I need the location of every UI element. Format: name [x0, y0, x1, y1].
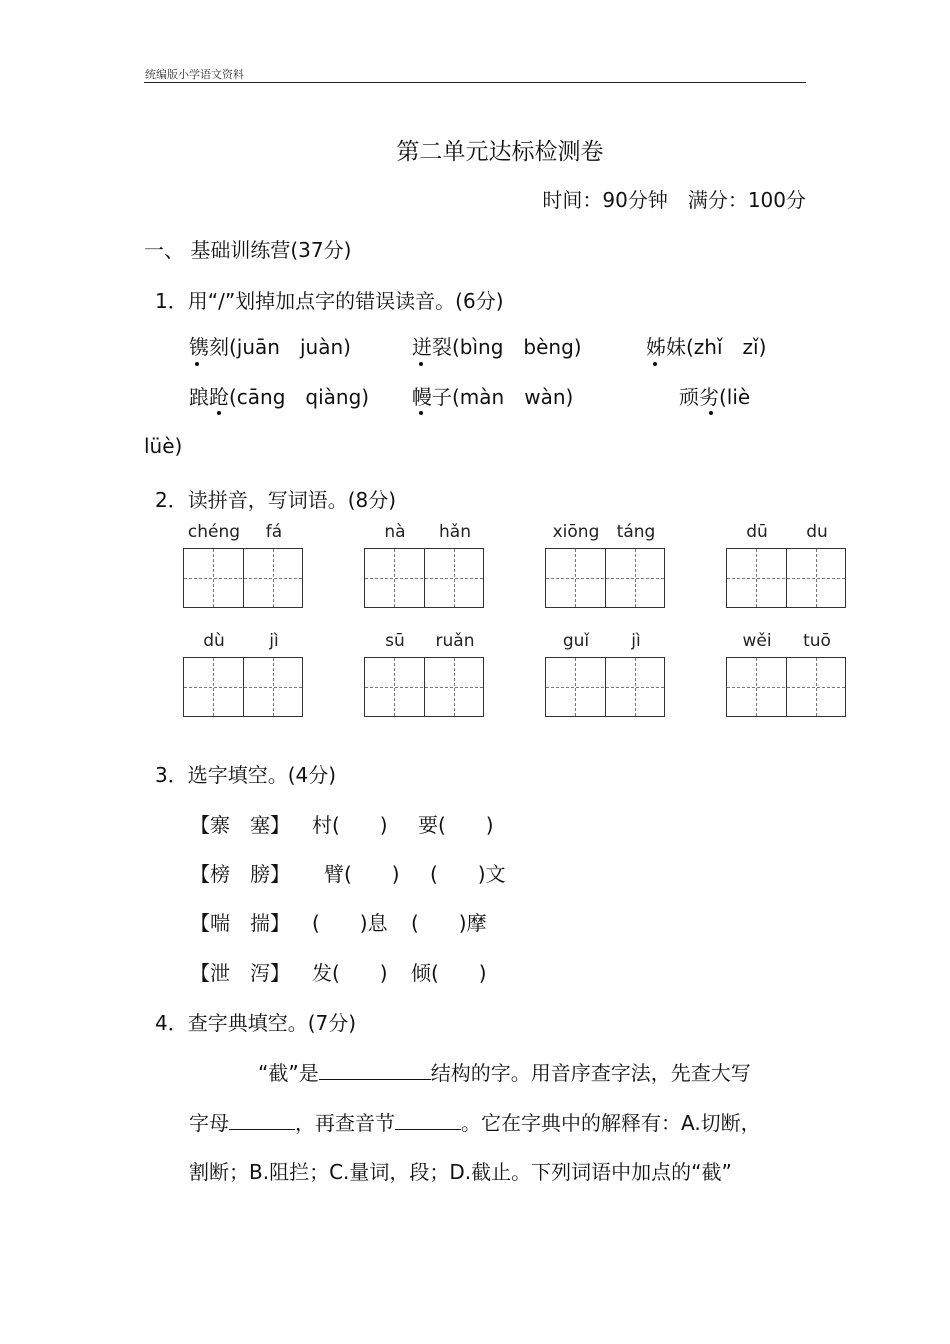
q4-line-2-part-c: 。它在字典中的解释有：A.切断，: [461, 1111, 761, 1135]
pinyin-label: jì: [269, 631, 279, 651]
fill-blank[interactable]: [319, 1061, 431, 1080]
fill-blank[interactable]: [229, 1111, 295, 1130]
writing-grid[interactable]: [545, 657, 665, 717]
pinyin-label: jì: [631, 631, 641, 651]
q1-item-6-cont: lüè): [144, 434, 183, 458]
writing-grid[interactable]: [364, 657, 484, 717]
q3-row-1-blank-b[interactable]: 要( ): [418, 813, 494, 837]
q3-row-3-blank-a[interactable]: ( )息: [312, 911, 388, 935]
pinyin-label: wěi: [742, 631, 772, 651]
pinyin-label: tuō: [803, 631, 831, 651]
pinyin-label: dù: [203, 631, 225, 651]
pinyin-label: sū: [385, 631, 405, 651]
q1-item-3: 姊妹(zhǐ zǐ): [646, 335, 767, 359]
question-3-stem: 3．选字填空。(4分): [155, 763, 337, 787]
question-1-stem: 1．用“/”划掉加点字的错误读音。(6分): [155, 289, 504, 313]
page-title: 第二单元达标检测卷: [396, 139, 604, 165]
q3-row-4-blank-a[interactable]: 发( ): [312, 961, 388, 985]
emphasis-dot: [419, 411, 423, 415]
pinyin-label: táng: [616, 522, 656, 542]
q1-item-6: 顽劣(liè: [679, 385, 751, 409]
q3-row-4-blank-b[interactable]: 倾( ): [411, 961, 487, 985]
header-rule: [144, 82, 806, 83]
q4-line-2: [189, 1107, 761, 1136]
pinyin-label: ruǎn: [435, 631, 475, 651]
emphasis-dot: [709, 411, 713, 415]
fill-blank[interactable]: [395, 1111, 461, 1130]
q3-row-2-blank-b[interactable]: ( )文: [430, 862, 506, 886]
section-heading: 一、 基础训练营(37分): [144, 238, 352, 262]
pinyin-label: dū: [746, 522, 768, 542]
q4-line-2-part-a: 字母: [189, 1111, 229, 1135]
q3-row-2-chars: 【榜 膀】: [190, 862, 290, 886]
q3-row-1-chars: 【寨 塞】: [190, 813, 290, 837]
q1-item-1: 镌刻(juān juàn): [189, 335, 351, 359]
question-2-stem: 2．读拼音，写词语。(8分): [155, 488, 397, 512]
emphasis-dot: [217, 411, 221, 415]
q1-item-4: 踉跄(cāng qiàng): [189, 385, 370, 409]
pinyin-label: chéng: [187, 522, 241, 542]
pinyin-label: guǐ: [562, 631, 590, 651]
writing-grid[interactable]: [726, 657, 846, 717]
q1-item-5: 幔子(màn wàn): [412, 385, 574, 409]
writing-grid[interactable]: [545, 548, 665, 608]
pinyin-label: hǎn: [439, 522, 471, 542]
writing-grid[interactable]: [183, 548, 303, 608]
q3-row-2-blank-a[interactable]: 臂( ): [324, 862, 400, 886]
time-score-line: 时间：90分钟 满分：100分: [542, 188, 806, 212]
q1-item-2: 迸裂(bìng bèng): [412, 335, 582, 359]
q3-row-1-blank-a[interactable]: 村( ): [312, 813, 388, 837]
writing-grid[interactable]: [183, 657, 303, 717]
q3-row-3-chars: 【喘 揣】: [190, 911, 290, 935]
header-text: 统编版小学语文资料: [145, 68, 244, 81]
q4-line-3: 割断；B.阻拦；C.量词，段；D.截止。下列词语中加点的“截”: [189, 1160, 732, 1184]
question-4-stem: 4．查字典填空。(7分): [155, 1011, 357, 1035]
pinyin-label: du: [806, 522, 828, 542]
writing-grid[interactable]: [364, 548, 484, 608]
pinyin-label: nà: [384, 522, 406, 542]
pinyin-label: fá: [265, 522, 283, 542]
q3-row-3-blank-b[interactable]: ( )摩: [411, 911, 487, 935]
emphasis-dot: [419, 362, 423, 366]
pinyin-label: xiōng: [552, 522, 600, 542]
q4-line-1-part-a: “截”是: [258, 1061, 319, 1085]
writing-grid[interactable]: [726, 548, 846, 608]
emphasis-dot: [195, 362, 199, 366]
emphasis-dot: [653, 362, 657, 366]
q4-line-1: [258, 1057, 751, 1086]
q4-line-1-part-b: 结构的字。用音序查字法，先查大写: [430, 1061, 751, 1085]
q4-line-2-part-b: ，再查音节: [295, 1111, 395, 1135]
q3-row-4-chars: 【泄 泻】: [190, 961, 290, 985]
